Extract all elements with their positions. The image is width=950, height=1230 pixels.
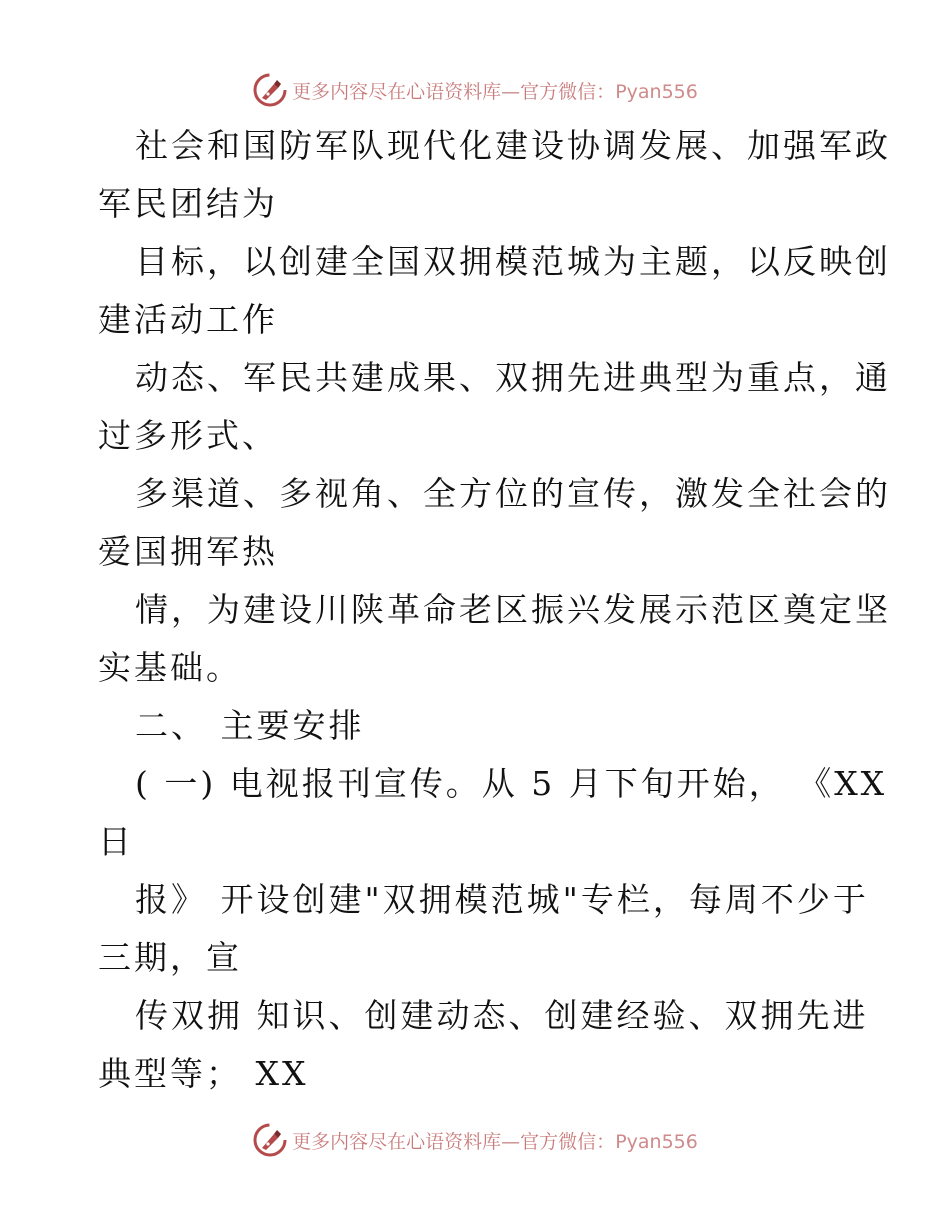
paragraph-line: ( 一) 电视报刊宣传。从 5 月下旬开始， 《XX (135, 764, 888, 803)
paragraph-line: 过多形式、 (98, 416, 278, 455)
paragraph-line: 报》 开设创建"双拥模范城"专栏，每周不少于 (135, 880, 869, 919)
paragraph-line: 动态、军民共建成果、双拥先进典型为重点，通 (135, 358, 891, 397)
paragraph-line: 传双拥 知识、创建动态、创建经验、双拥先进 (135, 996, 869, 1035)
paragraph-line: 社会和国防军队现代化建设协调发展、加强军政 (135, 126, 891, 165)
section-heading: 二、 主要安排 (135, 706, 365, 745)
paragraph-line: 日 (98, 822, 134, 861)
paragraph-line: 情，为建设川陕革命老区振兴发展示范区奠定坚 (135, 590, 891, 629)
paragraph-line: 爱国拥军热 (98, 532, 278, 571)
watermark-text: 更多内容尽在心语资料库—官方微信：Pyan556 (292, 80, 698, 103)
pen-nib-logo-icon (252, 1122, 288, 1158)
paragraph-line: 建活动工作 (98, 300, 278, 339)
paragraph-line: 目标，以创建全国双拥模范城为主题，以反映创 (135, 242, 891, 281)
pen-nib-logo-icon (252, 72, 288, 108)
paragraph-line: 三期，宣 (98, 938, 242, 977)
footer-watermark (0, 1120, 950, 1160)
paragraph-line: 实基础。 (98, 648, 242, 687)
paragraph-line: 典型等； XX (98, 1054, 309, 1093)
paragraph-line: 多渠道、多视角、全方位的宣传，激发全社会的 (135, 474, 891, 513)
watermark-text: 更多内容尽在心语资料库—官方微信：Pyan556 (292, 1130, 698, 1153)
paragraph-line: 军民团结为 (98, 184, 278, 223)
header-watermark (0, 70, 950, 110)
